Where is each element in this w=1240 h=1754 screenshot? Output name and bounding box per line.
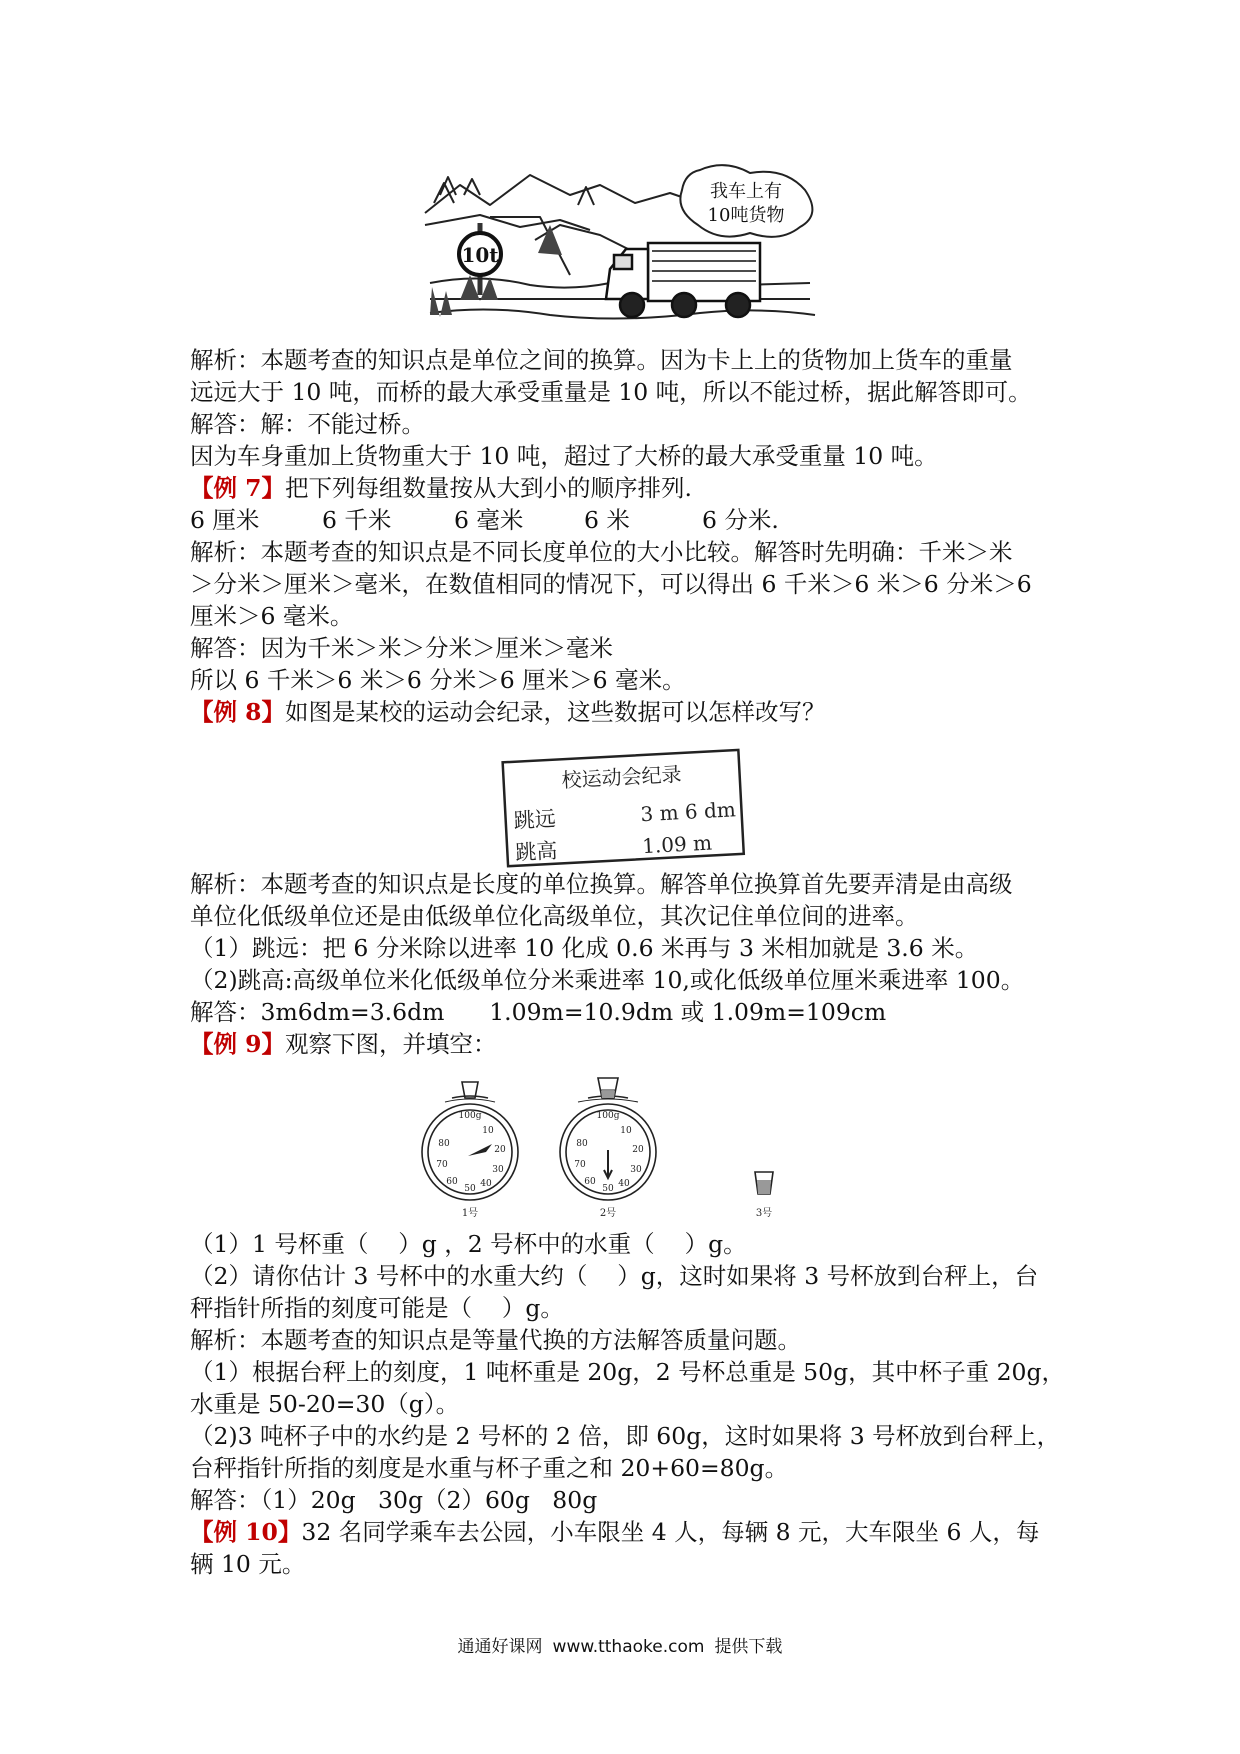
footer-url[interactable]: www.tthaoke.com <box>552 1637 705 1657</box>
dial-label: 50 <box>464 1184 476 1194</box>
dial-label: 30 <box>492 1165 504 1175</box>
record-event: 跳远 <box>513 806 557 833</box>
footer-suffix: 提供下载 <box>714 1637 783 1657</box>
item: 6 米 <box>584 506 630 534</box>
text-line: （2)3 吨杯子中的水约是 2 号杯的 2 倍，即 60g，这时如果将 3 号杯放到台秤上， <box>190 1422 1061 1450</box>
text-line: （1）根据台秤上的刻度，1 吨杯重是 20g，2 号杯总重是 50g，其中杯子重 20g， <box>190 1358 1066 1386</box>
dial-label: 50 <box>602 1184 614 1194</box>
text-line: 解析：本题考查的知识点是单位之间的换算。因为卡上上的货物加上货车的重量 <box>190 346 1013 374</box>
example-7-heading <box>190 472 1070 504</box>
example-text: 观察下图，并填空： <box>285 1030 497 1058</box>
text-line: 辆 10 元。 <box>190 1550 306 1578</box>
text-line: （1）跳远：把 6 分米除以进率 10 化成 0.6 米再与 3 米相加就是 3.6 米。 <box>190 934 979 962</box>
text-line: 厘米＞6 毫米。 <box>190 602 354 630</box>
text-line: （1）1 号杯重（ ）g ，2 号杯中的水重（ ）g。 <box>190 1230 747 1258</box>
scale-label: 3号 <box>755 1208 773 1219</box>
example-tag: 【例 8】 <box>190 698 286 726</box>
text-line: 秤指针所指的刻度可能是（ ）g。 <box>190 1294 564 1322</box>
item: 6 毫米 <box>454 506 524 534</box>
dial-needle <box>604 1150 612 1178</box>
text-line: 远远大于 10 吨，而桥的最大承受重量是 10 吨，所以不能过桥，据此解答即可。 <box>190 378 1032 406</box>
text-line: 解答：（1）20g 30g（2）60g 80g <box>190 1486 598 1514</box>
dial-label: 10 <box>482 1126 494 1136</box>
item: 6 厘米 <box>190 506 260 534</box>
dial-label: 20 <box>494 1145 506 1155</box>
dial-label: 70 <box>574 1160 586 1170</box>
water-fill <box>601 1091 615 1098</box>
dial-label: 60 <box>446 1177 458 1187</box>
text-line: 解答：因为千米＞米＞分米＞厘米＞毫米 <box>190 634 613 662</box>
text-line: 单位化低级单位还是由低级单位化高级单位，其次记住单位间的进率。 <box>190 902 919 930</box>
text-line: 解答：解：不能过桥。 <box>190 410 425 438</box>
example-text: 32 名同学乘车去公园，小车限坐 4 人，每辆 8 元，大车限坐 6 人，每 <box>301 1518 1040 1546</box>
dial-label: 40 <box>618 1179 630 1189</box>
example-8-heading <box>190 696 1070 728</box>
example-text: 把下列每组数量按从大到小的顺序排列. <box>285 474 693 502</box>
scale-1 <box>422 1082 518 1200</box>
cup-3 <box>755 1172 773 1194</box>
example-tag: 【例 9】 <box>190 1030 286 1058</box>
example-text: 如图是某校的运动会纪录，这些数据可以怎样改写？ <box>285 698 826 726</box>
page-footer <box>0 1632 1240 1657</box>
example-tag: 【例 7】 <box>190 474 286 502</box>
truck-bridge-illustration <box>420 165 820 337</box>
dial-label: 10 <box>620 1126 632 1136</box>
scales-figure <box>436 1064 800 1224</box>
item: 6 分米. <box>702 506 779 534</box>
dial-label: 20 <box>632 1145 644 1155</box>
sign-text: 10t <box>461 243 499 267</box>
text-line: 解答：3m6dm=3.6dm 1.09m=10.9dm 或 1.09m=109cm <box>190 998 887 1026</box>
example-7-items <box>190 504 1070 536</box>
speech-line-1: 我车上有 <box>710 181 782 202</box>
text-line: 解析：本题考查的知识点是不同长度单位的大小比较。解答时先明确：千米＞米 <box>190 538 1013 566</box>
text-line: ＞分米＞厘米＞毫米，在数值相同的情况下，可以得出 6 千米＞6 米＞6 分米＞6 <box>190 570 1032 598</box>
record-title: 校运动会纪录 <box>561 762 683 793</box>
dial-label: 60 <box>584 1177 596 1187</box>
sports-record-card <box>495 742 755 866</box>
dial-needle <box>468 1144 492 1156</box>
footer-site: 通通好课网 <box>457 1637 543 1657</box>
text-line: （2)跳高:高级单位米化低级单位分米乘进率 10,或化低级单位厘米乘进率 100。 <box>190 966 1025 994</box>
dial-label: 30 <box>630 1165 642 1175</box>
scale-label: 2号 <box>599 1208 617 1219</box>
dial-label: 100g <box>458 1111 482 1121</box>
record-value: 3 m 6 dm <box>639 797 737 827</box>
record-value: 1.09 m <box>641 830 713 859</box>
example-9-heading <box>190 1028 1070 1060</box>
example-10-heading <box>190 1516 1070 1548</box>
dial-label: 80 <box>438 1139 450 1149</box>
text-line: （2）请你估计 3 号杯中的水重大约（ ）g，这时如果将 3 号杯放到台秤上，台 <box>190 1262 1039 1290</box>
record-event: 跳高 <box>514 838 558 865</box>
text-line: 所以 6 千米＞6 米＞6 分米＞6 厘米＞6 毫米。 <box>190 666 686 694</box>
text-line: 解析：本题考查的知识点是长度的单位换算。解答单位换算首先要弄清是由高级 <box>190 870 1013 898</box>
speech-line-2: 10吨货物 <box>707 205 785 226</box>
dial-label: 40 <box>480 1179 492 1189</box>
text-line: 解析：本题考查的知识点是等量代换的方法解答质量问题。 <box>190 1326 801 1354</box>
text-line: 台秤指针所指的刻度是水重与杯子重之和 20+60=80g。 <box>190 1454 789 1482</box>
dial-label: 80 <box>576 1139 588 1149</box>
truck-icon <box>606 243 760 317</box>
dial-label: 70 <box>436 1160 448 1170</box>
dial-label: 100g <box>596 1111 620 1121</box>
example-tag: 【例 10】 <box>190 1518 302 1546</box>
scale-label: 1号 <box>461 1208 479 1219</box>
text-line: 因为车身重加上货物重大于 10 吨，超过了大桥的最大承受重量 10 吨。 <box>190 442 938 470</box>
item: 6 千米 <box>322 506 392 534</box>
text-line: 水重是 50-20=30（g）。 <box>190 1390 460 1418</box>
